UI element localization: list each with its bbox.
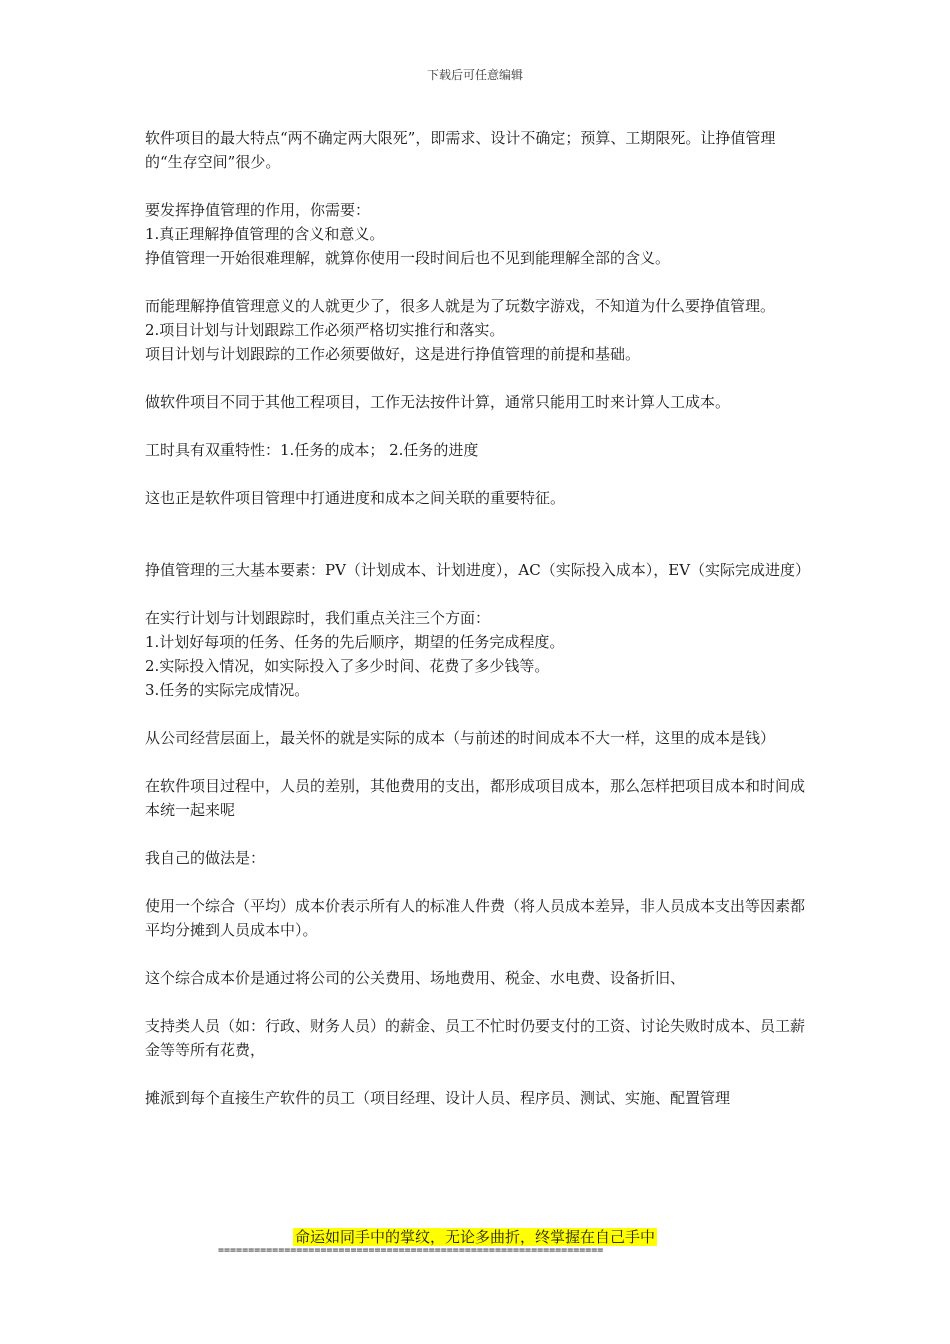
paragraph: 项目计划与计划跟踪的工作必须要做好，这是进行挣值管理的前提和基础。 <box>145 345 641 363</box>
paragraph: 在实行计划与计划跟踪时，我们重点关注三个方面： <box>145 609 491 627</box>
blank-line <box>145 990 810 1014</box>
paragraph: 工时具有双重特性：1.任务的成本； 2.任务的进度 <box>145 441 479 459</box>
paragraph: 在软件项目过程中，人员的差别，其他费用的支出，都形成项目成本，那么怎样把项目成本和时间成本统一起来呢 <box>145 777 806 819</box>
paragraph: 1.真正理解挣值管理的含义和意义。 <box>145 225 385 243</box>
blank-line <box>145 462 810 486</box>
paragraph: 3.任务的实际完成情况。 <box>145 681 310 699</box>
blank-line <box>145 510 810 558</box>
blank-line <box>145 750 810 774</box>
paragraph: 而能理解挣值管理意义的人就更少了，很多人就是为了玩数字游戏，不知道为什么要挣值管理。 <box>145 297 776 315</box>
blank-line <box>145 1062 810 1086</box>
blank-line <box>145 270 810 294</box>
paragraph: 摊派到每个直接生产软件的员工（项目经理、设计人员、程序员、测试、实施、配置管理 <box>145 1089 731 1107</box>
paragraph: 软件项目的最大特点“两不确定两大限死”，即需求、设计不确定；预算、工期限死。让挣值管理的“生存空间”很少。 <box>145 129 776 171</box>
blank-line <box>145 366 810 390</box>
paragraph: 支持类人员（如：行政、财务人员）的薪金、员工不忙时仍要支付的工资、讨论失败时成本、员工薪金等等所有花费， <box>145 1017 806 1059</box>
blank-line <box>145 702 810 726</box>
paragraph: 使用一个综合（平均）成本价表示所有人的标准人件费（将人员成本差异，非人员成本支出等因素都平均分摊到人员成本中）。 <box>145 897 806 939</box>
paragraph: 这个综合成本价是通过将公司的公关费用、场地费用、税金、水电费、设备折旧、 <box>145 969 686 987</box>
highlighted-motto: 命运如同手中的掌纹，无论多曲折，终掌握在自己手中 <box>294 1228 655 1246</box>
blank-line <box>145 174 810 198</box>
paragraph: 挣值管理的三大基本要素：PV（计划成本、计划进度），AC（实际投入成本），EV（实际完成进度） <box>145 561 811 579</box>
document-body <box>145 126 810 1110</box>
blank-line <box>145 870 810 894</box>
blank-line <box>145 822 810 846</box>
paragraph: 做软件项目不同于其他工程项目，工作无法按件计算，通常只能用工时来计算人工成本。 <box>145 393 731 411</box>
page-header: 下载后可任意编辑 <box>426 68 523 82</box>
paragraph: 2.项目计划与计划跟踪工作必须严格切实推行和落实。 <box>145 321 505 339</box>
paragraph: 从公司经营层面上，最关怀的就是实际的成本（与前述的时间成本不大一样，这里的成本是钱） <box>145 729 776 747</box>
paragraph: 这也正是软件项目管理中打通进度和成本之间关联的重要特征。 <box>145 489 566 507</box>
blank-line <box>145 414 810 438</box>
blank-line <box>145 582 810 606</box>
blank-line <box>145 942 810 966</box>
paragraph: 我自己的做法是： <box>145 849 266 867</box>
paragraph: 2.实际投入情况，如实际投入了多少时间、花费了多少钱等。 <box>145 657 550 675</box>
paragraph: 要发挥挣值管理的作用，你需要： <box>145 201 371 219</box>
paragraph: 1.计划好每项的任务、任务的先后顺序，期望的任务完成程度。 <box>145 633 565 651</box>
paragraph: 挣值管理一开始很难理解，就算你使用一段时间后也不见到能理解全部的含义。 <box>145 249 671 267</box>
footer-motto <box>0 1227 950 1247</box>
footer-divider: ================================================================ <box>218 1245 604 1256</box>
